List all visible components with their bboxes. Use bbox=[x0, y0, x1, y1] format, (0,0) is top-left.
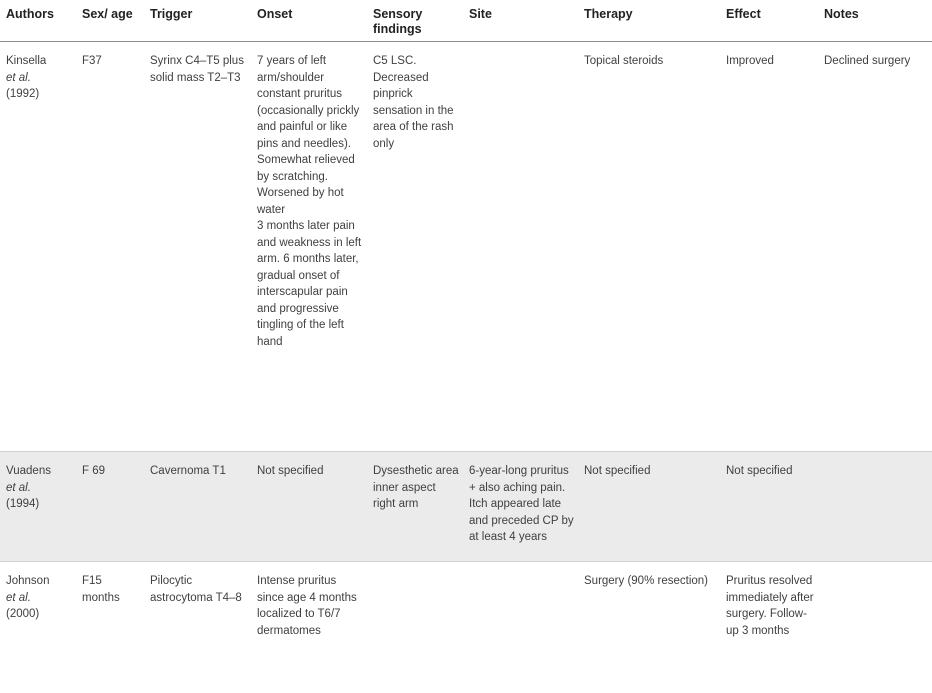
author-etal: et al. bbox=[6, 482, 31, 494]
col-header-effect: Effect bbox=[720, 0, 818, 42]
cell-therapy: Not specified bbox=[578, 452, 720, 562]
col-header-authors: Authors bbox=[0, 0, 76, 42]
col-header-notes: Notes bbox=[818, 0, 932, 42]
cell-effect: Not specified bbox=[720, 452, 818, 562]
col-header-trigger: Trigger bbox=[144, 0, 251, 42]
author-year: (2000) bbox=[6, 608, 39, 620]
cell-therapy: Surgery (90% resection) bbox=[578, 562, 720, 693]
col-header-sex-age: Sex/ age bbox=[76, 0, 144, 42]
col-header-sensory-findings: Sensory findings bbox=[367, 0, 463, 42]
col-header-site: Site bbox=[463, 0, 578, 42]
header-row bbox=[0, 0, 932, 42]
cell-effect: Pruritus resolved immediately after surgery. Follow-up 3 months bbox=[720, 562, 818, 693]
cell-site bbox=[463, 562, 578, 693]
cell-notes: Declined surgery bbox=[818, 42, 932, 452]
col-header-therapy: Therapy bbox=[578, 0, 720, 42]
cell-sex-age: F 69 bbox=[76, 452, 144, 562]
onset-text-continued: 3 months later pain and weakness in left arm. 6 months later, gradual onset of interscapular pain and progressive tingling of the left hand bbox=[257, 218, 363, 350]
cell-notes bbox=[818, 452, 932, 562]
cell-authors bbox=[0, 42, 76, 452]
cell-sex-age: F15 months bbox=[76, 562, 144, 693]
cell-onset: Not specified bbox=[251, 452, 367, 562]
cell-sensory-findings bbox=[367, 562, 463, 693]
author-etal: et al. bbox=[6, 72, 31, 84]
cell-trigger: Cavernoma T1 bbox=[144, 452, 251, 562]
author-etal: et al. bbox=[6, 592, 31, 604]
cell-effect: Improved bbox=[720, 42, 818, 452]
cell-therapy: Topical steroids bbox=[578, 42, 720, 452]
author-name: Kinsella bbox=[6, 55, 46, 67]
cell-authors bbox=[0, 452, 76, 562]
onset-text: 7 years of left arm/shoulder constant pruritus (occasionally prickly and painful or like pins and needles). Somewhat relieved by scratching. Worsened by hot water bbox=[257, 53, 363, 218]
cell-onset bbox=[251, 42, 367, 452]
cell-site bbox=[463, 42, 578, 452]
cell-sensory-findings: C5 LSC. Decreased pinprick sensation in the area of the rash only bbox=[367, 42, 463, 452]
author-name: Johnson bbox=[6, 575, 49, 587]
cell-sex-age: F37 bbox=[76, 42, 144, 452]
author-name: Vuadens bbox=[6, 465, 51, 477]
table-row bbox=[0, 452, 932, 562]
author-year: (1992) bbox=[6, 88, 39, 100]
cell-notes bbox=[818, 562, 932, 693]
cell-sensory-findings: Dysesthetic area inner aspect right arm bbox=[367, 452, 463, 562]
col-header-onset: Onset bbox=[251, 0, 367, 42]
cell-trigger: Syrinx C4–T5 plus solid mass T2–T3 bbox=[144, 42, 251, 452]
cell-authors bbox=[0, 562, 76, 693]
cell-onset: Intense pruritus since age 4 months localized to T6/7 dermatomes bbox=[251, 562, 367, 693]
table-row bbox=[0, 562, 932, 693]
cell-trigger: Pilocytic astrocytoma T4–8 bbox=[144, 562, 251, 693]
author-year: (1994) bbox=[6, 498, 39, 510]
cell-site: 6-year-long pruritus + also aching pain. Itch appeared late and preceded CP by at least 4 years bbox=[463, 452, 578, 562]
table-row bbox=[0, 42, 932, 452]
